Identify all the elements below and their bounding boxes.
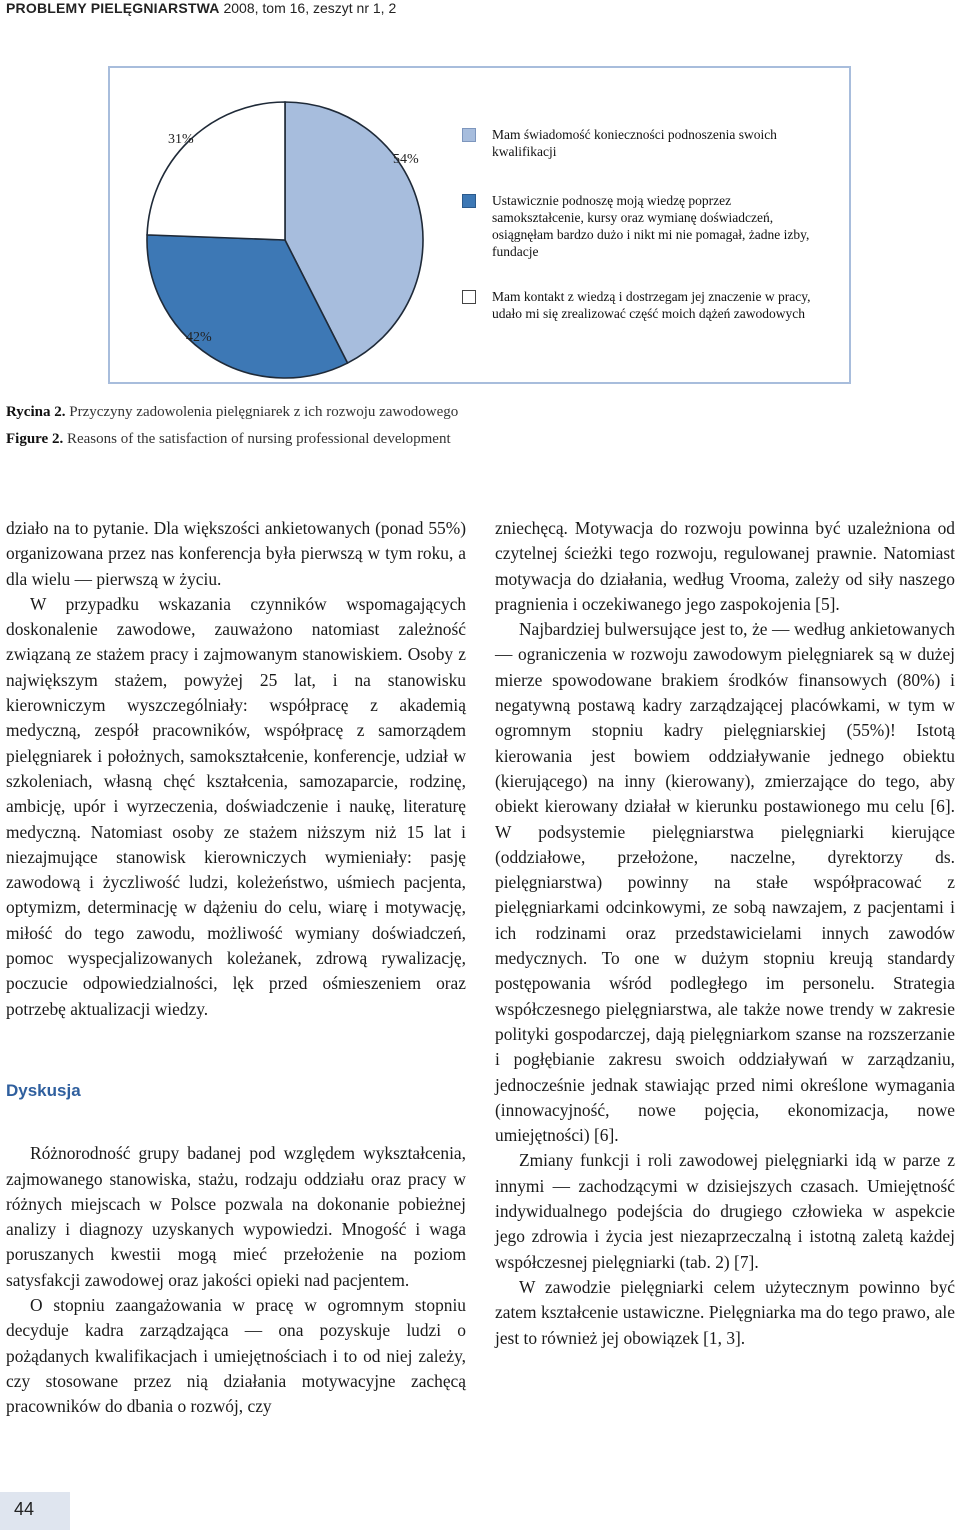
pie-label-31: 31%	[168, 132, 194, 147]
legend-swatch-light-blue	[462, 128, 476, 142]
page-number-box	[0, 1492, 70, 1530]
running-header	[6, 0, 396, 18]
pie-slice-knowledge-contact	[147, 102, 285, 240]
figure-2	[108, 66, 851, 384]
figure-caption-pl	[6, 404, 458, 421]
journal-name: PROBLEMY PIELĘGNIARSTWA	[6, 0, 220, 16]
paragraph: działo na to pytanie. Dla większości ankietowanych (ponad 55%) organizowana przez nas konferencja była pierwszą w tym roku, a dla wielu — pierwszą w życiu.	[6, 518, 466, 589]
figure-caption-en	[6, 431, 451, 448]
paragraph: O stopniu zaangażowania w pracę w ogromnym stopniu decyduje kadra zarządzająca — ona pozyskuje ludzi o pożądanych kwalifikacjach i umiejętnościach i to od niej zależy, czy stosowane przez nią działania motywacyjne zachęcą pracowników do dbania o rozwój, czy	[6, 1295, 466, 1417]
caption-text-en: Reasons of the satisfaction of nursing professional development	[66, 431, 451, 447]
left-column	[6, 516, 466, 1420]
paragraph: Zmiany funkcji i roli zawodowej pielęgniarki idą w parze z innymi — zachodzącymi w dzisiejszych czasach. Umiejętność indywidualnego podejścia do drugiego człowieka w aspekcie jego zdrowia i życia jest niezaprzeczalną i istotną zaletą każdej współczesnej pielęgniarki (tab. 2) [7].	[495, 1150, 955, 1272]
paragraph: Różnorodność grupy badanej pod względem wykształcenia, zajmowanego stanowiska, stażu, rodzaju oddziału oraz pracy w różnych miejscach w Polsce pozwala na dokonanie pobieżnej analizy i diagnozy uzyskanych wypowiedzi. Mnogość i waga poruszanych kwestii mogą mieć przełożenie na poziom satysfakcji zawodowej oraz jakości opieki nad pacjentem.	[6, 1143, 466, 1290]
paragraph: W zawodzie pielęgniarki celem użytecznym powinno być zatem kształcenie ustawiczne. Pielęgniarka ma do tego prawo, ale jest to również jej obowiązek [1, 3].	[495, 1276, 955, 1348]
caption-label-pl: Rycina 2.	[6, 404, 66, 420]
section-heading-discussion: Dyskusja	[6, 1080, 81, 1100]
caption-label-en: Figure 2.	[6, 431, 64, 447]
page-number: 44	[14, 1499, 35, 1519]
journal-issue: 2008, tom 16, zeszyt nr 1, 2	[223, 0, 397, 16]
legend-swatch-dark-blue	[462, 194, 476, 208]
paragraph: zniechęcą. Motywacja do rozwoju powinna być uzależniona od czytelnej ścieżki tego rozwoju, regulowanej prawnie. Natomiast motywacja do działania, według Vrooma, zależy od siły naszego pragnienia i oczekiwanego jego zaspokojenia [5].	[495, 518, 955, 614]
caption-text-pl: Przyczyny zadowolenia pielęgniarek z ich rozwoju zawodowego	[69, 404, 459, 420]
legend-text: Mam świadomość konieczności podnoszenia swoich kwalifikacji	[492, 127, 777, 159]
pie-label-54: 54%	[393, 152, 419, 167]
right-column	[495, 516, 955, 1351]
legend-swatch-white	[462, 290, 476, 304]
legend-text: Mam kontakt z wiedzą i dostrzegam jej znaczenie w pracy, udało mi się zrealizować część moich dążeń zawodowych	[492, 289, 811, 321]
legend-text: Ustawicznie podnoszę moją wiedzę poprzez samokształcenie, kursy oraz wymianę doświadczeń, osiągnęłam bardzo dużo i nikt mi nie pomagał, żadne izby, fundacje	[492, 193, 810, 259]
paragraph: W przypadku wskazania czynników wspomagających doskonalenie zawodowe, zauważono natomiast zależność związaną ze stażem pracy i zajmowanym stanowiskiem. Osoby z największym stażem, powyżej 25 lat, i na stanowisku kierowniczym wyszczególniały: współpracę z akademią medyczną, zespół pracowników, współpracę z samorządem pielęgniarek i położnych, samokształcenie, konferencje, udział w szkoleniach, własną chęć kształcenia, samozaparcie, rodzinę, ambicję, upór i wyrzeczenia, doświadczenie i naukę, literaturę medyczną. Natomiast osoby ze stażem niższym niż 15 lat i niezajmujące stanowisk kierowniczych wymieniały: pasję zawodową i życzliwość ludzi, koleżeństwo, uśmiech pacjenta, optymizm, determinację w dążeniu do celu, wiarę i motywację, miłość do tego zawodu, możliwość wymiany doświadczeń, pomoc wyspecjalizowanych koleżanek, zdrową rywalizację, poczucie odpowiedzialności, lęk przed ośmieszeniem oraz potrzebę aktualizacji wiedzy.	[6, 593, 466, 1019]
paragraph: Najbardziej bulwersujące jest to, że — według ankietowanych — ograniczenia w rozwoju zawodowym pielęgniarek są w dużej mierze spowodowane brakiem środków finansowych (80%) i negatywną postawą kadry zarządzającej placówkami, w tym w ogromnym stopniu kadry pielęgniarskiej (55%)! Istotą kierowania jest bowiem oddziaływanie jednego obiektu (kierującego) na inny (kierowany), zmierzające do tego, aby obiekt kierowany działał w kierunku postawionego mu celu [6]. W podsystemie pielęgniarstwa pielęgniarki kierujące (oddziałowe, przełożone, naczelne, dyrektorzy ds. pielęgniarstwa) powinny na stałe współpracować z pielęgniarkami odcinkowymi, ze sobą nawzajem, z pacjentami i ich rodzinami oraz przedstawicielami innych zawodów medycznych. To one w dużym stopniu kreują standardy postępowania wśród podległego im personelu. Strategia współczesnego pielęgniarstwa, ale także nowe trendy w zakresie polityki gospodarczej, dają pielęgniarkom szanse na rozszerzanie i pogłębianie zakresu swoich oddziaływań w zarządzaniu, jednocześnie jednak stawiając przed nimi określone wymagania (innowacyjność, nowe pojęcia, ekonomizacja, nowe umiejętności) [6].	[495, 619, 955, 1146]
pie-label-42: 42%	[186, 330, 212, 345]
